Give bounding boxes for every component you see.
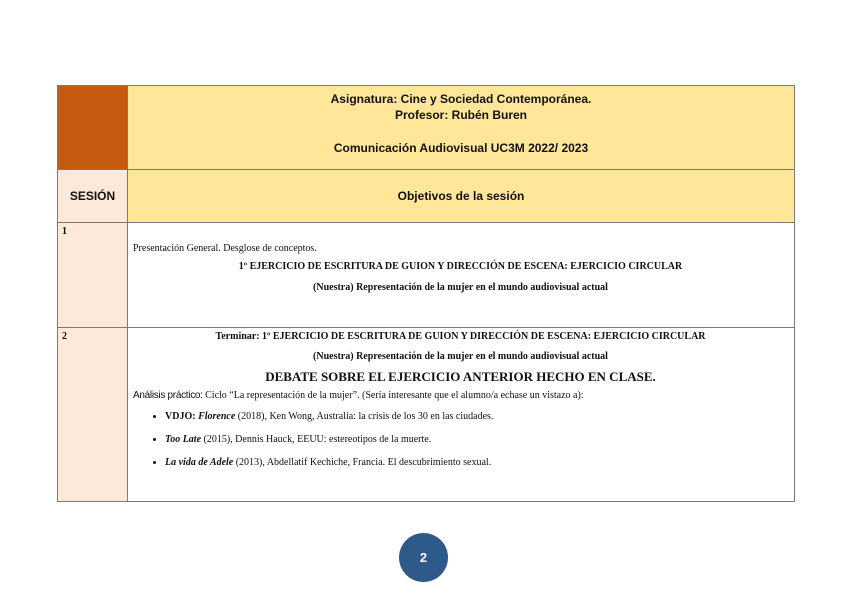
analysis-line bbox=[133, 387, 788, 405]
analysis-text: Ciclo “La representación de la mujer”. (Sería interesante que el alumno/a echase un vistazo a): bbox=[202, 390, 584, 401]
header-accent-cell bbox=[58, 86, 128, 169]
film-details: (2015), Dennis Hauck, EEUU: estereotipos de la muerte. bbox=[201, 434, 432, 445]
film-title: Too Late bbox=[165, 434, 202, 445]
session-row bbox=[58, 328, 794, 501]
session-row bbox=[58, 223, 794, 328]
header-info-cell bbox=[128, 86, 794, 169]
session-intro: Presentación General. Desglose de conceptos. bbox=[133, 243, 317, 254]
session-column-header: SESIÓN bbox=[58, 170, 128, 222]
session-objectives bbox=[128, 328, 794, 501]
session-number: 1 bbox=[58, 223, 128, 327]
exercise-title: 1º EJERCICIO DE ESCRITURA DE GUION Y DIRECCIÓN DE ESCENA: EJERCICIO CIRCULAR bbox=[238, 261, 683, 272]
film-title: La vida de Adele bbox=[165, 457, 234, 468]
professor-name: Profesor: Rubén Buren bbox=[394, 108, 527, 122]
analysis-label: Análisis práctico: bbox=[133, 390, 203, 401]
exercise-topic: (Nuestra) Representación de la mujer en el mundo audiovisual actual bbox=[313, 351, 608, 362]
session-objectives bbox=[128, 223, 794, 327]
film-details: (2013), Abdellatif Kechiche, Francia. El descubrimiento sexual. bbox=[233, 457, 492, 468]
syllabus-table bbox=[57, 85, 795, 502]
header-row bbox=[58, 86, 794, 170]
film-list bbox=[133, 405, 788, 474]
column-header-row bbox=[58, 170, 794, 223]
objectives-column-header: Objetivos de la sesión bbox=[128, 170, 794, 222]
film-title: Florence bbox=[198, 411, 236, 422]
list-item bbox=[165, 428, 788, 451]
page-number-badge: 2 bbox=[399, 533, 448, 582]
film-prefix: VDJO: bbox=[165, 411, 199, 422]
exercise-topic: (Nuestra) Representación de la mujer en el mundo audiovisual actual bbox=[313, 282, 608, 293]
list-item bbox=[165, 451, 788, 474]
program-name: Comunicación Audiovisual UC3M 2022/ 2023 bbox=[333, 141, 589, 155]
debate-heading: DEBATE SOBRE EL EJERCICIO ANTERIOR HECHO EN CLASE. bbox=[265, 369, 656, 384]
exercise-title: Terminar: 1º EJERCICIO DE ESCRITURA DE GUION Y DIRECCIÓN DE ESCENA: EJERCICIO CIRCULAR bbox=[215, 331, 706, 342]
film-details: (2018), Ken Wong, Australia: la crisis de los 30 en las ciudades. bbox=[235, 411, 494, 422]
subject-title: Asignatura: Cine y Sociedad Contemporánea. bbox=[330, 92, 592, 106]
list-item bbox=[165, 405, 788, 428]
session-number: 2 bbox=[58, 328, 128, 501]
